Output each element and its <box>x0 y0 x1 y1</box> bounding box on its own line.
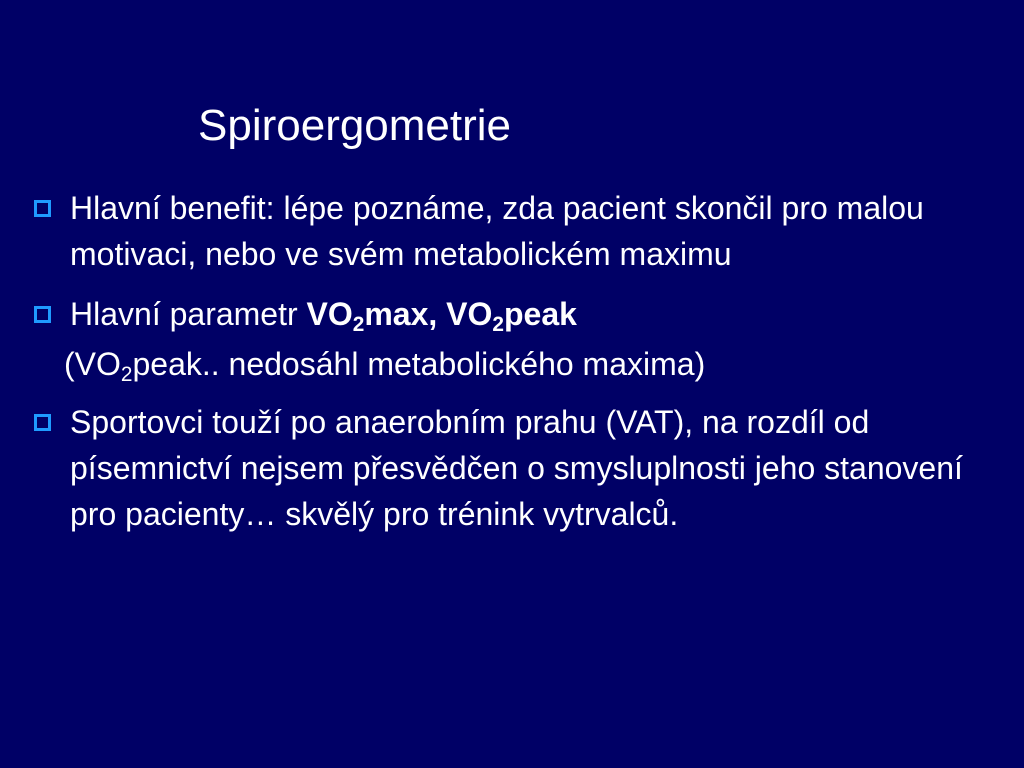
parameter-vo2max: $VO_2\max$, <box>306 296 447 337</box>
bullet-text: Hlavní benefit: lépe poznáme, zda pacient skončil pro malou motivaci, nebo ve svém metabolickém maximu <box>70 190 924 272</box>
bullet-text: Sportovci touží po anaerobním prahu (VAT), na rozdíl od písemnictví nejsem přesvědčen o smysluplnosti jeho stanovení pro pacienty… skvělý pro trénink vytrvalců. <box>70 404 963 532</box>
vo2peak-note: ($VO_2peak$.. nedosáhl metabolického maxima) <box>64 346 706 387</box>
square-bullet-icon <box>34 414 51 431</box>
bullet-list <box>0 185 1024 537</box>
square-bullet-icon <box>34 200 51 217</box>
bullet-item-parameter <box>0 291 1024 337</box>
bullet-item-benefit <box>0 185 1024 277</box>
square-bullet-icon <box>34 306 51 323</box>
bullet-item-athletes <box>0 399 1024 537</box>
parameter-vo2peak: $VO_2peak$ <box>446 296 577 337</box>
slide-title: Spiroergometrie <box>198 101 512 150</box>
bullet-prefix: Hlavní parametr <box>70 296 307 332</box>
